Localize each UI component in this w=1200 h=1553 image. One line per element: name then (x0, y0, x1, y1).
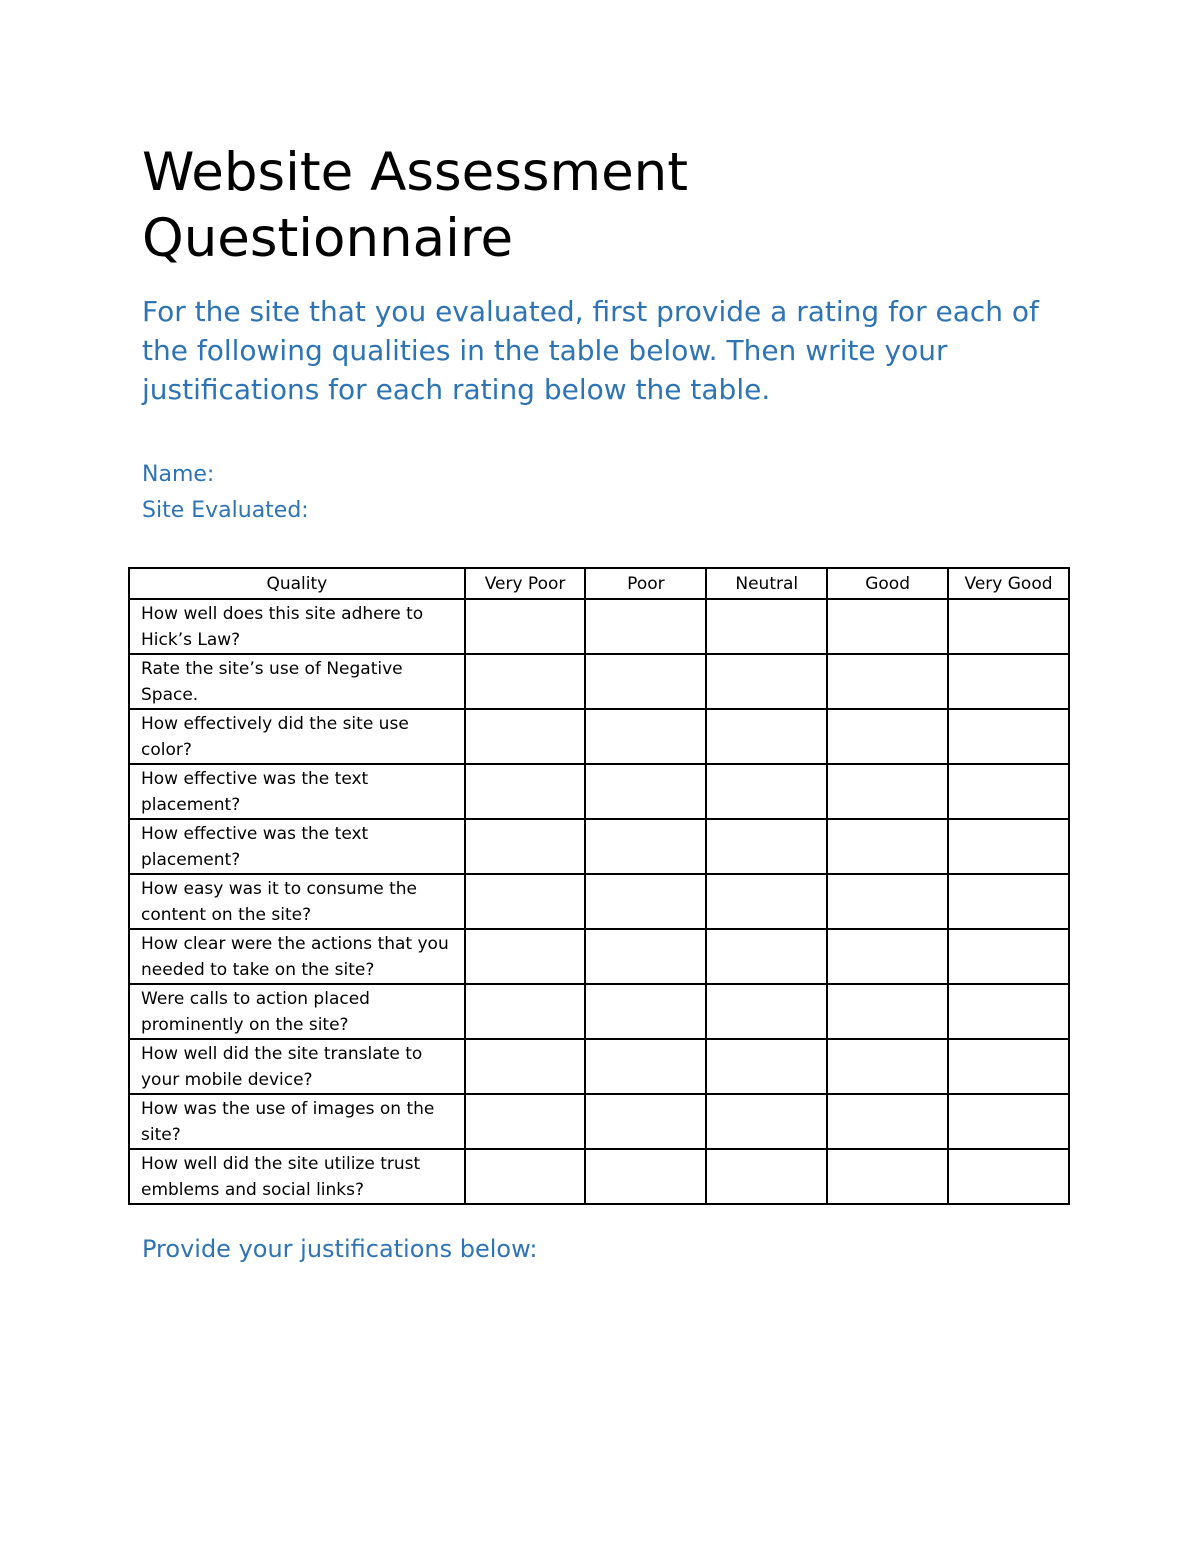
rating-cell-very-poor[interactable] (465, 599, 586, 654)
rating-cell-neutral[interactable] (706, 1149, 827, 1204)
rating-cell-very-poor[interactable] (465, 984, 586, 1039)
rating-cell-good[interactable] (827, 1094, 948, 1149)
site-evaluated-label: Site Evaluated: (142, 498, 309, 523)
header-very-poor: Very Poor (465, 568, 586, 599)
rating-cell-poor[interactable] (585, 1149, 706, 1204)
rating-cell-neutral[interactable] (706, 819, 827, 874)
rating-cell-very-poor[interactable] (465, 764, 586, 819)
table-row (129, 1094, 1069, 1149)
document-title: Website Assessment Questionnaire (142, 142, 689, 269)
rating-cell-poor[interactable] (585, 929, 706, 984)
quality-question: How well does this site adhere to Hick’s Law? (129, 599, 465, 654)
respondent-fields (142, 457, 1072, 529)
rating-table-body (129, 599, 1069, 1204)
table-row (129, 654, 1069, 709)
header-neutral: Neutral (706, 568, 827, 599)
rating-cell-very-poor[interactable] (465, 709, 586, 764)
rating-cell-good[interactable] (827, 1039, 948, 1094)
quality-question: How well did the site translate to your mobile device? (129, 1039, 465, 1094)
rating-cell-very-good[interactable] (948, 929, 1069, 984)
rating-cell-very-poor[interactable] (465, 874, 586, 929)
table-row (129, 1039, 1069, 1094)
rating-cell-good[interactable] (827, 929, 948, 984)
rating-cell-good[interactable] (827, 819, 948, 874)
rating-cell-neutral[interactable] (706, 929, 827, 984)
quality-question: How well did the site utilize trust emblems and social links? (129, 1149, 465, 1204)
instructions-text: For the site that you evaluated, first provide a rating for each of the following qualities in the table below. Then write your justifications for each rating below the table. (142, 295, 1039, 406)
quality-question: How clear were the actions that you needed to take on the site? (129, 929, 465, 984)
justifications-label: Provide your justifications below: (142, 1235, 538, 1263)
rating-cell-neutral[interactable] (706, 599, 827, 654)
table-row (129, 874, 1069, 929)
table-row (129, 764, 1069, 819)
table-row (129, 599, 1069, 654)
rating-cell-poor[interactable] (585, 1039, 706, 1094)
rating-cell-poor[interactable] (585, 874, 706, 929)
header-very-good: Very Good (948, 568, 1069, 599)
quality-question: How easy was it to consume the content on the site? (129, 874, 465, 929)
table-header-row (129, 568, 1069, 599)
header-poor: Poor (585, 568, 706, 599)
table-row (129, 1149, 1069, 1204)
quality-question: How effective was the text placement? (129, 764, 465, 819)
rating-cell-poor[interactable] (585, 1094, 706, 1149)
rating-cell-good[interactable] (827, 709, 948, 764)
rating-cell-very-poor[interactable] (465, 1094, 586, 1149)
rating-table (128, 567, 1070, 1205)
rating-cell-good[interactable] (827, 1149, 948, 1204)
rating-cell-very-poor[interactable] (465, 929, 586, 984)
rating-cell-very-good[interactable] (948, 599, 1069, 654)
table-row (129, 819, 1069, 874)
quality-question: How effectively did the site use color? (129, 709, 465, 764)
rating-cell-neutral[interactable] (706, 764, 827, 819)
rating-cell-very-poor[interactable] (465, 654, 586, 709)
rating-cell-good[interactable] (827, 654, 948, 709)
rating-cell-good[interactable] (827, 984, 948, 1039)
rating-cell-poor[interactable] (585, 654, 706, 709)
rating-cell-very-poor[interactable] (465, 819, 586, 874)
document-body (142, 140, 1072, 529)
rating-cell-very-good[interactable] (948, 1149, 1069, 1204)
quality-question: How effective was the text placement? (129, 819, 465, 874)
rating-cell-poor[interactable] (585, 764, 706, 819)
rating-cell-neutral[interactable] (706, 984, 827, 1039)
rating-cell-neutral[interactable] (706, 874, 827, 929)
rating-cell-very-good[interactable] (948, 1094, 1069, 1149)
rating-cell-very-good[interactable] (948, 764, 1069, 819)
rating-cell-neutral[interactable] (706, 654, 827, 709)
header-good: Good (827, 568, 948, 599)
quality-question: Rate the site’s use of Negative Space. (129, 654, 465, 709)
rating-cell-neutral[interactable] (706, 1039, 827, 1094)
quality-question: Were calls to action placed prominently on the site? (129, 984, 465, 1039)
rating-cell-poor[interactable] (585, 709, 706, 764)
rating-cell-good[interactable] (827, 874, 948, 929)
quality-question: How was the use of images on the site? (129, 1094, 465, 1149)
rating-cell-neutral[interactable] (706, 1094, 827, 1149)
rating-cell-very-good[interactable] (948, 984, 1069, 1039)
table-row (129, 709, 1069, 764)
rating-cell-very-good[interactable] (948, 1039, 1069, 1094)
rating-cell-very-poor[interactable] (465, 1149, 586, 1204)
rating-cell-very-good[interactable] (948, 874, 1069, 929)
header-quality: Quality (129, 568, 465, 599)
rating-cell-good[interactable] (827, 764, 948, 819)
name-label: Name: (142, 462, 215, 487)
rating-cell-very-good[interactable] (948, 819, 1069, 874)
rating-cell-very-good[interactable] (948, 654, 1069, 709)
table-row (129, 984, 1069, 1039)
table-row (129, 929, 1069, 984)
rating-cell-good[interactable] (827, 599, 948, 654)
rating-cell-very-poor[interactable] (465, 1039, 586, 1094)
rating-cell-very-good[interactable] (948, 709, 1069, 764)
rating-cell-poor[interactable] (585, 819, 706, 874)
rating-cell-neutral[interactable] (706, 709, 827, 764)
rating-cell-poor[interactable] (585, 984, 706, 1039)
rating-cell-poor[interactable] (585, 599, 706, 654)
